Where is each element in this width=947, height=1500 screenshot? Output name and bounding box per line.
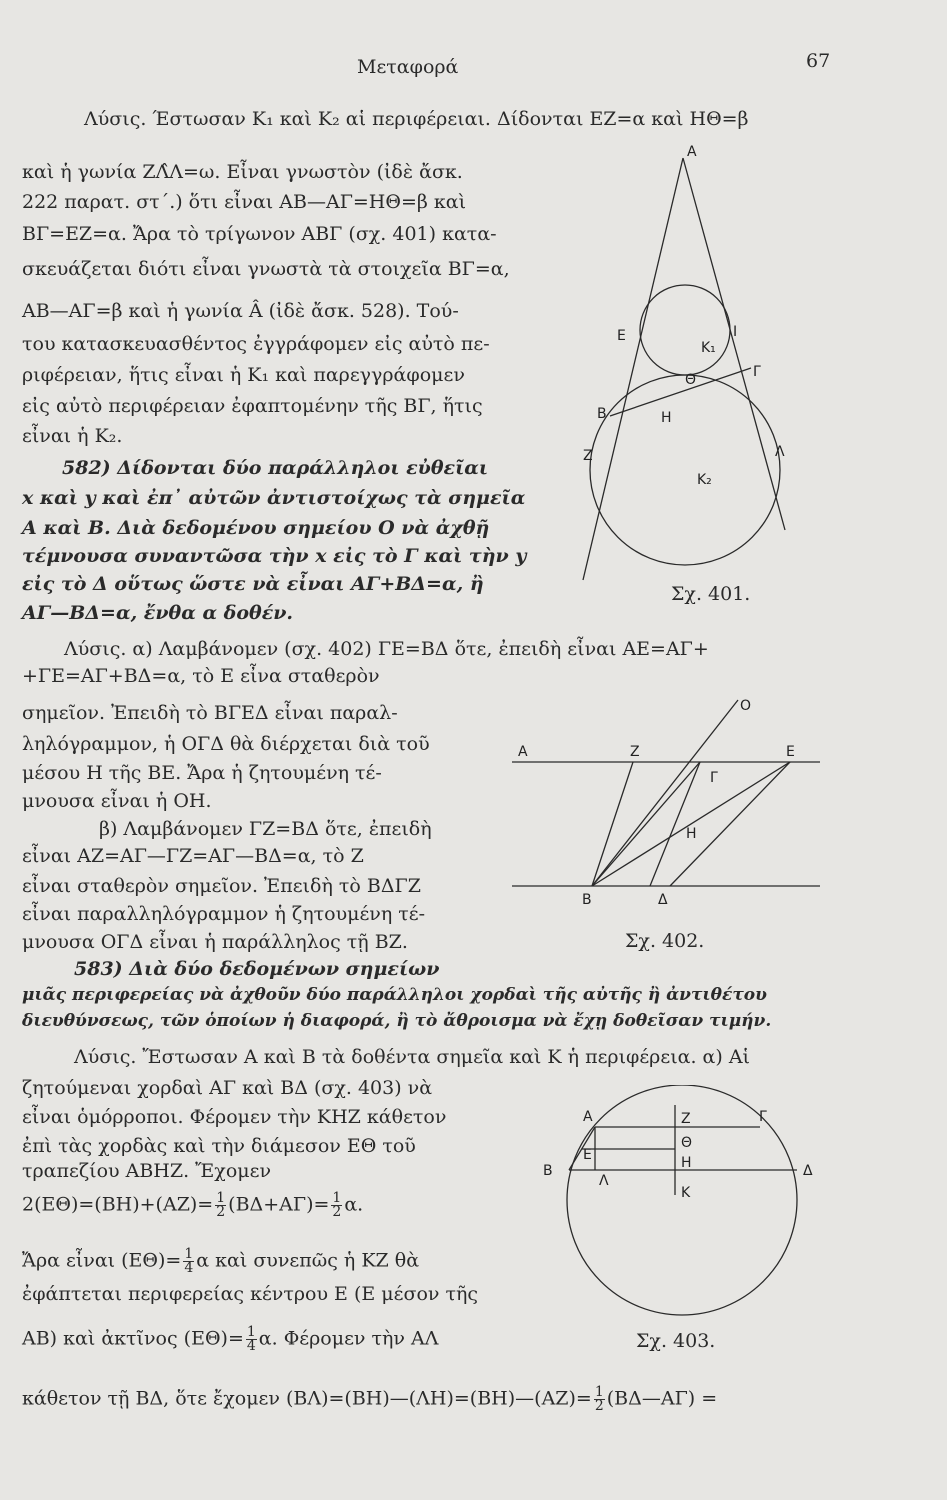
text-line: του κατασκευασθέντος ἐγγράφομεν εἰς αὐτὸ πε- [22,333,490,355]
eq1-mid: (ΒΔ+ΑΓ)= [228,1193,330,1216]
fig403-label: Ε [583,1147,592,1163]
text-line: μέσου Η τῆς ΒΕ. Ἄρα ἡ ζητουμένη τέ- [22,762,382,784]
text-line: ληλόγραμμον, ἡ ΟΓΔ θὰ διέρχεται διὰ τοῦ [22,733,430,755]
fig402-label: Ο [740,698,752,714]
text-line: σκευάζεται διότι εἶναι γνωστὰ τὰ στοιχεῖα ΒΓ=α, [22,258,510,280]
text-line: εἶναι σταθερὸν σημεῖον. Ἐπειδὴ τὸ ΒΔΓΖ [22,875,421,897]
fig401-line-ab [583,158,683,580]
fig402-label: Ε [786,744,795,760]
text-line: εἶναι ΑΖ=ΑΓ—ΓΖ=ΑΓ—ΒΔ=α, τὸ Ζ [22,845,364,867]
fig401-label: Λ [775,444,785,460]
frac-den: 4 [246,1338,256,1354]
fraction-half [331,1192,342,1219]
text-line: σημεῖον. Ἐπειδὴ τὸ ΒΓΕΔ εἶναι παραλ- [22,702,398,724]
caption-fig402: Σχ. 402. [625,930,705,952]
frac-den: 2 [216,1204,226,1220]
text-line: καὶ ἡ γωνία ΖΛ̂Λ=ω. Εἶναι γνωστὸν (ἰδὲ ἄσκ. [22,161,463,183]
fig402-label: Ζ [630,744,640,760]
text-line: Λύσις. α) Λαμβάνομεν (σχ. 402) ΓΕ=ΒΔ ὅτε, ἐπειδὴ εἶναι ΑΕ=ΑΓ+ [64,638,709,660]
fig402-line-ed [670,762,790,886]
fig402-label: Α [518,744,528,760]
eq2-pre: Ἄρα εἶναι (ΕΘ)= [22,1249,182,1272]
text-line: εἶναι παραλληλόγραμμον ἡ ζητουμένη τέ- [22,903,426,925]
frac-num: 1 [332,1190,342,1206]
fig403-label: Β [543,1163,553,1179]
text-line: 222 παρατ. στ΄.) ὅτι εἶναι ΑΒ—ΑΓ=ΗΘ=β καὶ [22,191,467,213]
fig401-label: Η [661,410,672,426]
text-line: μνουσα εἶναι ἡ ΟΗ. [22,790,212,812]
fig403-label: Κ [681,1185,691,1201]
fig401-label: Κ₂ [697,472,712,488]
eq3-post: α. Φέρομεν τὴν ΑΛ [258,1327,439,1350]
running-title: Μεταφορά [357,56,459,78]
text-line: εἶναι ἡ Κ₂. [22,425,123,447]
fig402-line-bz [592,762,633,886]
text-line: ἐπὶ τὰς χορδὰς καὶ τὴν διάμεσον ΕΘ τοῦ [22,1135,416,1157]
text-line: ΑΒ—ΑΓ=β καὶ ἡ γωνία Â (ἰδὲ ἄσκ. 528). Τού- [22,300,459,322]
fig402-label: Δ [658,892,668,908]
caption-fig403: Σχ. 403. [636,1330,716,1352]
frac-den: 2 [332,1204,342,1220]
fig403-label: Γ [759,1109,767,1125]
fig403-label: Λ [599,1173,609,1189]
text-line: ριφέρειαν, ἥτις εἶναι ἡ Κ₁ καὶ παρεγγράφομεν [22,364,465,386]
problem-line: μιᾶς περιφερείας νὰ ἀχθοῦν δύο παράλληλοι χορδαὶ τῆς αὐτῆς ἢ ἀντιθέτου [22,985,767,1005]
problem-line: 582) Δίδονται δύο παράλληλοι εὐθεῖαι [62,457,489,479]
equation-3 [22,1326,438,1353]
figure-402 [500,690,830,915]
fig401-label: Β [597,406,607,422]
frac-num: 1 [184,1246,194,1262]
fig401-circle-k2 [590,375,780,565]
fig401-label: Ι [733,324,738,340]
fig402-label: Γ [710,770,718,786]
fig401-label: Α [687,144,697,160]
problem-line: εἰς τὸ Δ οὕτως ὥστε νὰ εἶναι ΑΓ+ΒΔ=α, ἢ [22,573,484,595]
text-line: εἶναι ὁμόρροποι. Φέρομεν τὴν ΚΗΖ κάθετον [22,1106,447,1128]
eq1-end: α. [344,1193,364,1216]
page-number: 67 [806,50,831,72]
fig403-label: Δ [803,1163,813,1179]
text-line: ἐφάπτεται περιφερείας κέντρου Ε (Ε μέσον τῆς [22,1283,479,1305]
frac-num: 1 [246,1324,256,1340]
problem-line: τέμνουσα συναντῶσα τὴν x εἰς τὸ Γ καὶ τὴν y [22,545,527,567]
fig401-circle-k1 [640,285,730,375]
text-line: β) Λαμβάνομεν ΓΖ=ΒΔ ὅτε, ἐπειδὴ [99,818,432,840]
text-line: ζητούμεναι χορδαὶ ΑΓ καὶ ΒΔ (σχ. 403) νὰ [22,1077,433,1099]
fig403-label: Θ [681,1135,693,1151]
eq2-post: α καὶ συνεπῶς ἡ ΚΖ θὰ [196,1249,420,1272]
problem-line: Α καὶ Β. Διὰ δεδομένου σημείου Ο νὰ ἀχθῇ [22,517,490,539]
eq1-left: 2(ΕΘ)=(ΒΗ)+(ΑΖ)= [22,1193,214,1216]
fig402-label: Β [582,892,592,908]
equation-2 [22,1248,419,1275]
frac-num: 1 [216,1190,226,1206]
caption-fig401: Σχ. 401. [671,583,751,605]
fraction-quarter [246,1326,257,1353]
fig401-label: Ζ [583,448,593,464]
figure-401 [575,140,805,590]
frac-den: 2 [594,1398,604,1414]
frac-den: 4 [184,1260,194,1276]
fig401-label: Γ [753,364,761,380]
fig401-label: Ε [617,328,626,344]
fig403-label: Ζ [681,1111,691,1127]
fig402-line-ob [592,700,738,886]
fig401-label: Κ₁ [701,340,716,356]
problem-line: διευθύνσεως, τῶν ὁποίων ἡ διαφορά, ἢ τὸ ἄθροισμα νὰ ἔχῃ δοθεῖσαν τιμήν. [22,1011,772,1031]
problem-line: 583) Διὰ δύο δεδομένων σημείων [74,958,440,980]
text-line: ΒΓ=ΕΖ=α. Ἄρα τὸ τρίγωνον ΑΒΓ (σχ. 401) κατα- [22,223,497,245]
fig403-label: Η [681,1155,692,1171]
text-line: τραπεζίου ΑΒΗΖ. Ἔχομεν [22,1160,272,1182]
fig402-line-be [592,762,790,886]
fig401-label: Θ [685,372,697,388]
eq4-post: (ΒΔ—ΑΓ) = [606,1387,718,1410]
eq3-pre: ΑΒ) καὶ ἀκτῖνος (ΕΘ)= [22,1327,244,1350]
fraction-quarter [183,1248,194,1275]
text-line: Λύσις. Έστωσαν Κ₁ καὶ Κ₂ αἱ περιφέρειαι. Δίδονται ΕΖ=α καὶ ΗΘ=β [84,108,749,130]
equation-1 [22,1192,363,1219]
text-line: μνουσα ΟΓΔ εἶναι ἡ παράλληλος τῇ ΒΖ. [22,931,408,953]
fraction-half [215,1192,226,1219]
text-line: +ΓΕ=ΑΓ+ΒΔ=α, τὸ Ε εἶνα σταθερὸν [22,665,380,687]
problem-line: ΑΓ—ΒΔ=α, ἔνθα α δοθέν. [22,602,294,624]
figure-403 [535,1085,825,1330]
frac-num: 1 [594,1384,604,1400]
eq4-pre: κάθετον τῇ ΒΔ, ὅτε ἔχομεν (ΒΛ)=(ΒΗ)—(ΛΗ)=(ΒΗ)—(ΑΖ)= [22,1387,592,1410]
fig403-label: Α [583,1109,593,1125]
fig402-label: Η [686,826,697,842]
text-line: εἰς αὐτὸ περιφέρειαν ἐφαπτομένην τῆς ΒΓ, ἥτις [22,395,483,417]
equation-4 [22,1386,717,1413]
text-line: Λύσις. Ἔστωσαν Α καὶ Β τὰ δοθέντα σημεῖα καὶ Κ ἡ περιφέρεια. α) Αἱ [74,1046,751,1068]
problem-line: x καὶ y καὶ ἐπ᾽ αὐτῶν ἀντιστοίχως τὰ σημεῖα [22,487,526,509]
fraction-half [594,1386,605,1413]
fig402-line-bg [592,762,700,886]
